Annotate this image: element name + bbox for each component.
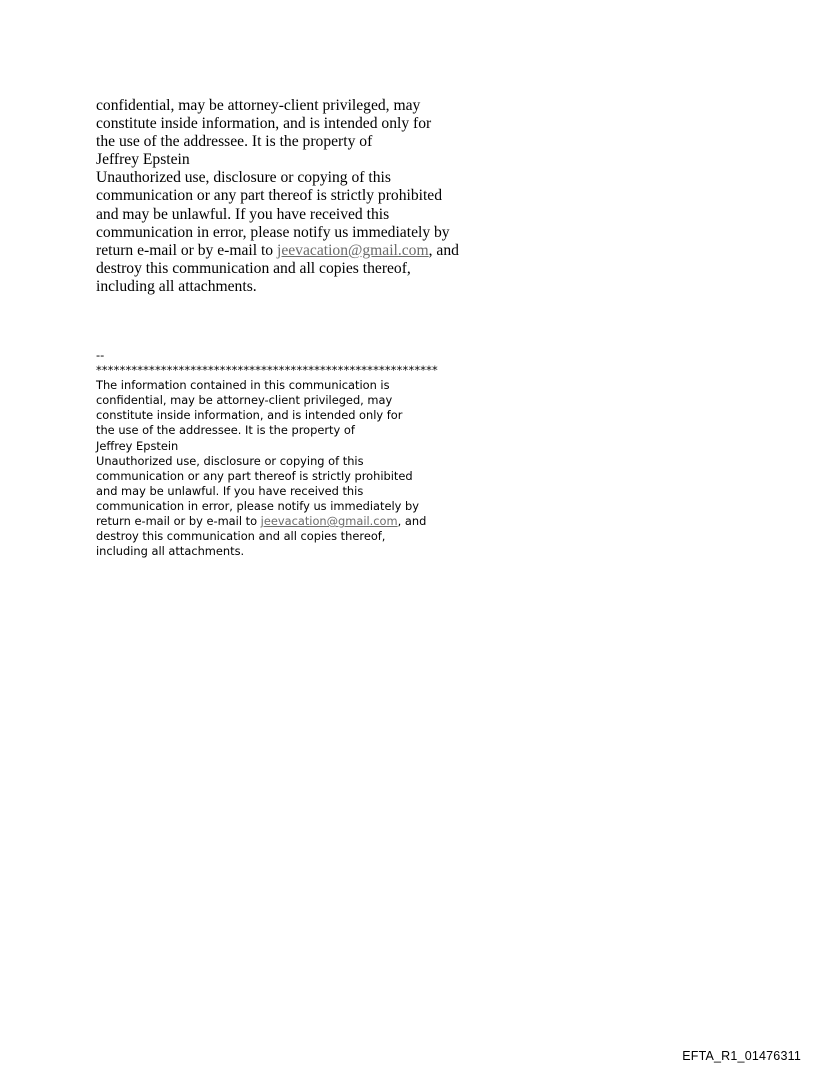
notice-line: confidential, may be attorney-client privileged, may [96, 393, 393, 408]
notice-line: the use of the addressee. It is the property of [96, 133, 373, 151]
notice-line: destroy this communication and all copies thereof, [96, 259, 411, 277]
notice-line: Jeffrey Epstein [96, 151, 190, 169]
notice-line-with-email [96, 242, 459, 260]
notice-line: including all attachments. [96, 277, 257, 295]
notice-line: the use of the addressee. It is the property of [96, 423, 355, 438]
notice-line: The information contained in this communication is [96, 378, 390, 393]
notice-line: communication in error, please notify us immediately by [96, 223, 450, 241]
notice-line: and may be unlawful. If you have received this [96, 483, 364, 498]
notice-line: Jeffrey Epstein [96, 438, 179, 453]
notice-line: confidential, may be attorney-client privileged, may [96, 97, 421, 114]
notice-line: constitute inside information, and is intended only for [96, 115, 432, 133]
lower-confidentiality-notice [96, 348, 438, 559]
document-id: EFTA_R1_01476311 [682, 1049, 801, 1063]
notice-text: , and [428, 241, 459, 259]
notice-line: constitute inside information, and is intended only for [96, 408, 403, 423]
notice-line: Unauthorized use, disclosure or copying of this [96, 169, 391, 187]
notice-text: , and [397, 514, 427, 529]
notice-line: communication or any part thereof is strictly prohibited [96, 187, 443, 205]
notice-line: including all attachments. [96, 544, 245, 559]
signature-dashes: -- [96, 348, 105, 362]
signature-stars: ********************************************************** [96, 363, 438, 378]
notice-line-with-email [96, 514, 438, 529]
email-link[interactable]: jeevacation@gmail.com [277, 241, 429, 259]
notice-text: return e-mail or by e-mail to [96, 514, 261, 529]
upper-confidentiality-notice [96, 97, 459, 296]
notice-line: destroy this communication and all copies thereof, [96, 529, 386, 544]
notice-line: Unauthorized use, disclosure or copying of this [96, 453, 364, 468]
notice-text: return e-mail or by e-mail to [96, 241, 277, 259]
notice-line: communication or any part thereof is strictly prohibited [96, 468, 413, 483]
notice-line: and may be unlawful. If you have received this [96, 205, 390, 223]
email-link[interactable]: jeevacation@gmail.com [260, 514, 398, 529]
notice-line: communication in error, please notify us immediately by [96, 498, 419, 513]
